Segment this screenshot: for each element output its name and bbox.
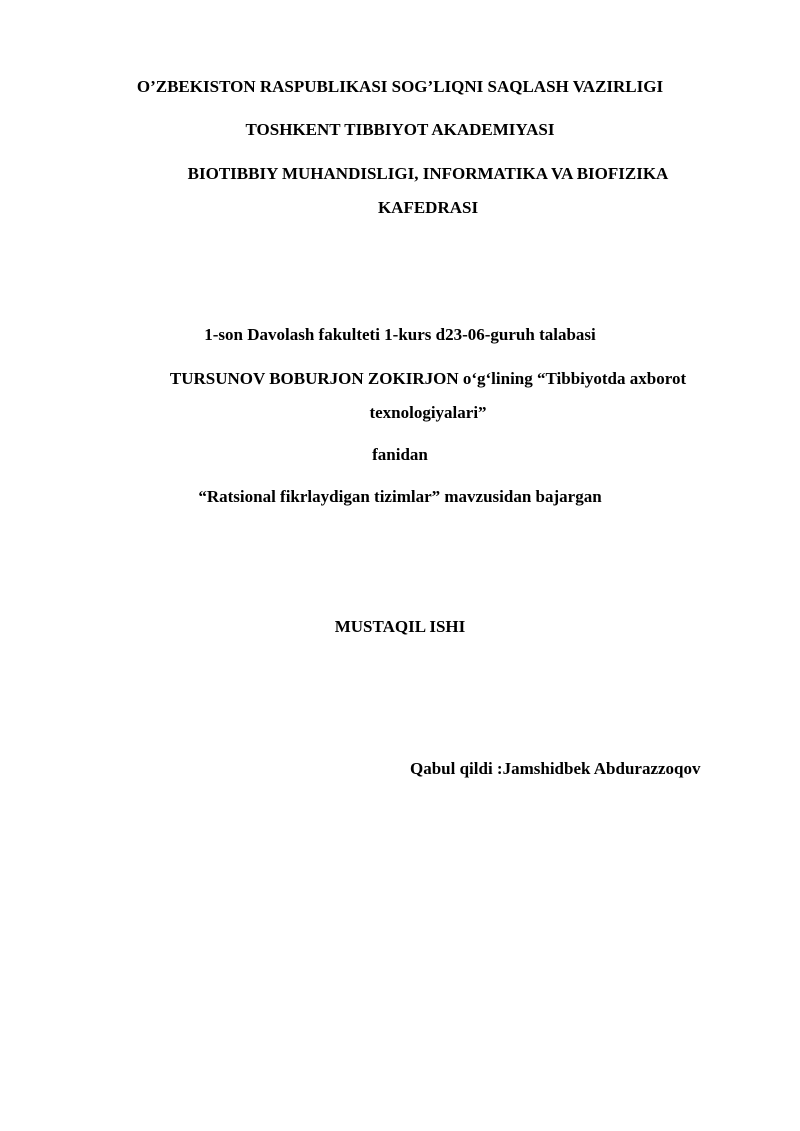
accepted-by-line: Qabul qildi :Jamshidbek Abdurazzoqov	[410, 759, 701, 778]
topic-line: “Ratsional fikrlaydigan tizimlar” mavzusidan bajargan	[198, 487, 602, 506]
department-heading: BIOTIBBIY MUHANDISLIGI, INFORMATIKA VA BIOFIZIKA KAFEDRASI	[187, 164, 669, 217]
ministry-heading: O’ZBEKISTON RASPUBLIKASI SOG’LIQNI SAQLASH VAZIRLIGI	[136, 77, 664, 96]
subject-suffix: fanidan	[372, 445, 428, 464]
work-type-title: MUSTAQIL ISHI	[334, 617, 466, 636]
student-group-line: 1-son Davolash fakulteti 1-kurs d23-06-guruh talabasi	[204, 325, 596, 344]
student-name-subject: TURSUNOV BOBURJON ZOKIRJON o‘g‘lining “Tibbiyotda axborot texnologiyalari”	[169, 369, 687, 422]
academy-heading: TOSHKENT TIBBIYOT AKADEMIYASI	[245, 120, 555, 139]
